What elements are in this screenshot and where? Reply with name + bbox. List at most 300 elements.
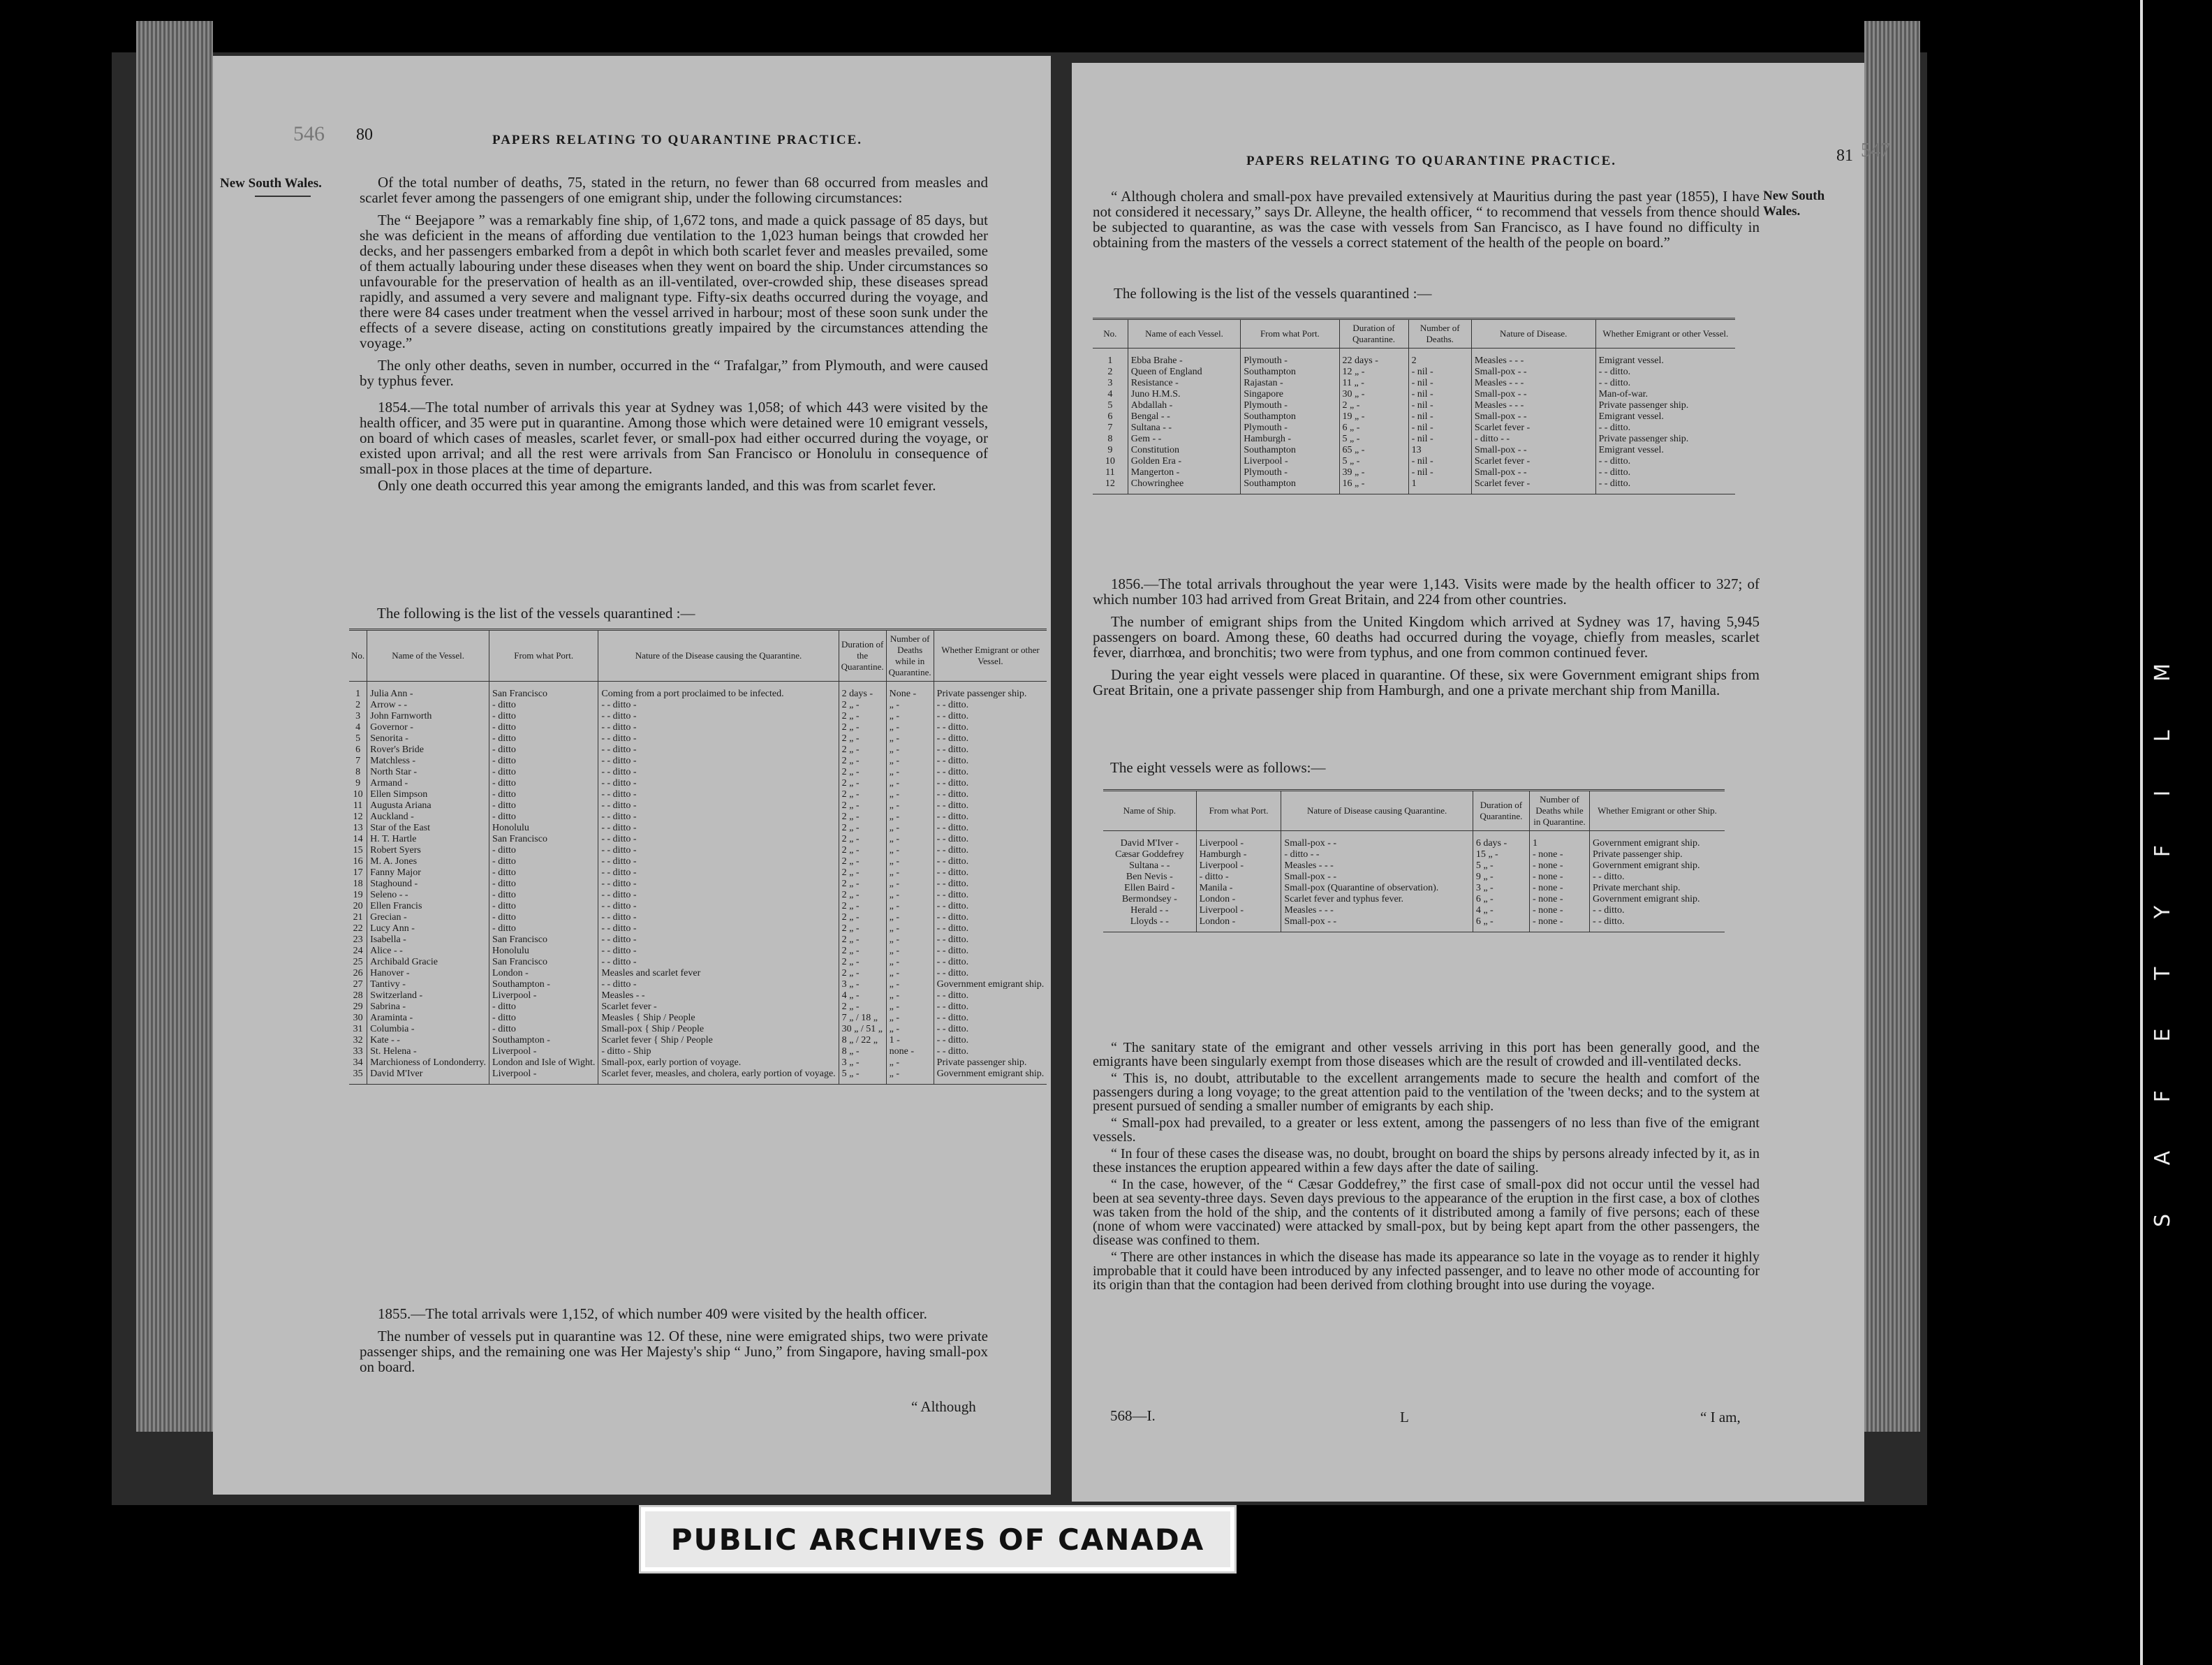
col-header: No. bbox=[349, 630, 367, 682]
paragraph: “ The sanitary state of the emigrant and other vessels arriving in this port has been generally good, and the emigrants have been singularly exempt from those diseases which are the result of crowded and ill-ventilated decks. bbox=[1093, 1040, 1760, 1069]
table-cell: 22 days - bbox=[1339, 349, 1408, 367]
right-quote-text bbox=[1093, 1041, 1760, 1295]
table-row bbox=[1093, 411, 1735, 423]
table-cell: „ - bbox=[886, 946, 934, 957]
table-cell: Scarlet fever and typhus fever. bbox=[1281, 894, 1473, 905]
table-cell: „ - bbox=[886, 990, 934, 1002]
table-cell: - - ditto - bbox=[598, 722, 839, 733]
table-row bbox=[349, 890, 1047, 901]
table-cell: Sultana - - bbox=[1129, 860, 1170, 871]
table-cell: - - ditto - bbox=[598, 800, 839, 812]
table-cell: Chowringhee bbox=[1128, 478, 1240, 494]
table-cell: „ - bbox=[886, 968, 934, 979]
table-cell: 13 bbox=[1408, 445, 1471, 456]
table-row bbox=[1093, 478, 1735, 494]
table-cell: 7 bbox=[1107, 423, 1113, 433]
table-row bbox=[1093, 467, 1735, 478]
table-cell: - - ditto - bbox=[598, 700, 839, 711]
table-cell: - ditto bbox=[489, 778, 598, 789]
table-cell: - - ditto - bbox=[598, 890, 839, 901]
table-cell: - - ditto - bbox=[598, 789, 839, 800]
table-cell: 2 „ - bbox=[839, 957, 886, 968]
col-header: Duration of the Quarantine. bbox=[839, 630, 886, 682]
left-margin-rule bbox=[255, 196, 311, 197]
table-cell: 2 „ - bbox=[839, 767, 886, 778]
table-cell: Small-pox - - bbox=[1281, 831, 1473, 850]
table-cell: 5 bbox=[355, 733, 361, 744]
table-cell: Hamburgh - bbox=[1241, 434, 1339, 445]
film-edge-line bbox=[2140, 0, 2143, 1665]
table-cell: 1 - bbox=[886, 1035, 934, 1046]
table-cell: „ - bbox=[886, 733, 934, 745]
table-cell: 2 „ - bbox=[839, 812, 886, 823]
table-cell: „ - bbox=[886, 845, 934, 856]
table-cell: Resistance - bbox=[1128, 378, 1240, 389]
table-cell: 1 bbox=[1107, 355, 1113, 366]
table-cell: - none - bbox=[1530, 916, 1590, 932]
table-cell: Measles { Ship / People bbox=[598, 1013, 839, 1024]
table-cell: Archibald Gracie bbox=[367, 957, 489, 968]
table-cell: Plymouth - bbox=[1241, 349, 1339, 367]
table-row bbox=[1103, 916, 1725, 932]
table-cell: Ellen Francis bbox=[367, 901, 489, 912]
table-cell: Ebba Brahe - bbox=[1128, 349, 1240, 367]
table-cell: 5 „ - bbox=[1339, 456, 1408, 467]
table-cell: Bermondsey - bbox=[1121, 894, 1177, 904]
table-cell: - - ditto. bbox=[934, 1046, 1047, 1057]
table-row bbox=[349, 1069, 1047, 1085]
table-cell: Juno H.M.S. bbox=[1128, 389, 1240, 400]
table-cell: „ - bbox=[886, 800, 934, 812]
table-cell: - - ditto. bbox=[934, 845, 1047, 856]
table-cell: 2 „ - bbox=[839, 745, 886, 756]
table-cell: Emigrant vessel. bbox=[1595, 411, 1735, 423]
table-cell: 5 „ - bbox=[1339, 434, 1408, 445]
table-cell: - ditto bbox=[489, 923, 598, 934]
table-cell: 1 bbox=[1530, 831, 1590, 850]
table-cell: Government emigrant ship. bbox=[934, 979, 1047, 990]
table-cell: - ditto bbox=[489, 890, 598, 901]
table-cell: - - ditto. bbox=[934, 1002, 1047, 1013]
table-cell: „ - bbox=[886, 823, 934, 834]
table-cell: Liverpool - bbox=[1241, 456, 1339, 467]
table-cell: - - ditto. bbox=[1589, 916, 1725, 932]
table-cell: Plymouth - bbox=[1241, 423, 1339, 434]
right-table1-caption: The following is the list of the vessels quarantined :— bbox=[1114, 285, 1432, 302]
table-cell: 16 bbox=[353, 856, 363, 867]
table-cell: Mangerton - bbox=[1128, 467, 1240, 478]
table-cell: 21 bbox=[353, 912, 363, 923]
table-cell: Scarlet fever - bbox=[598, 1002, 839, 1013]
table-cell: Southampton bbox=[1241, 445, 1339, 456]
table-cell: - - ditto. bbox=[934, 700, 1047, 711]
table-cell: Robert Syers bbox=[367, 845, 489, 856]
table-row bbox=[349, 1035, 1047, 1046]
table-cell: - - ditto. bbox=[1589, 872, 1725, 883]
table-cell: 24 bbox=[353, 946, 363, 956]
table-cell: - - ditto - bbox=[598, 979, 839, 990]
table-cell: 4 „ - bbox=[839, 990, 886, 1002]
table-cell: San Francisco bbox=[489, 934, 598, 946]
table-cell: - - ditto. bbox=[934, 890, 1047, 901]
table-cell: - - ditto - bbox=[598, 879, 839, 890]
table-cell: - - ditto - bbox=[598, 901, 839, 912]
table-cell: 1 bbox=[1408, 478, 1471, 494]
table-row bbox=[349, 733, 1047, 745]
table-cell: Liverpool - bbox=[489, 990, 598, 1002]
table-cell: „ - bbox=[886, 979, 934, 990]
table-row bbox=[1093, 445, 1735, 456]
table-cell: „ - bbox=[886, 1002, 934, 1013]
table-cell: 2 „ - bbox=[839, 800, 886, 812]
table-cell: - - ditto. bbox=[934, 901, 1047, 912]
table-cell: Small-pox - - bbox=[1471, 467, 1595, 478]
table-cell: Isabella - bbox=[367, 934, 489, 946]
table-cell: Auckland - bbox=[367, 812, 489, 823]
table-row bbox=[349, 700, 1047, 711]
table-cell: Small-pox (Quarantine of observation). bbox=[1281, 883, 1473, 894]
table-cell: 6 „ - bbox=[1339, 423, 1408, 434]
table-cell: - - ditto. bbox=[934, 856, 1047, 867]
table-cell: 5 „ - bbox=[839, 1069, 886, 1085]
table-cell: - - ditto - bbox=[598, 934, 839, 946]
table-cell: Small-pox - - bbox=[1471, 367, 1595, 378]
vessels-1855-table bbox=[1093, 318, 1735, 494]
table-cell: Small-pox { Ship / People bbox=[598, 1024, 839, 1035]
table-cell: 8 bbox=[355, 767, 361, 777]
table-cell: - ditto bbox=[489, 1013, 598, 1024]
table-row bbox=[349, 722, 1047, 733]
table-cell: - - ditto. bbox=[934, 990, 1047, 1002]
table-cell: - none - bbox=[1530, 860, 1590, 872]
table-cell: Gem - - bbox=[1128, 434, 1240, 445]
table-cell: Grecian - bbox=[367, 912, 489, 923]
table-cell: - - ditto. bbox=[934, 957, 1047, 968]
table-cell: Government emigrant ship. bbox=[1589, 860, 1725, 872]
table-row bbox=[349, 979, 1047, 990]
table-cell: - - ditto. bbox=[934, 968, 1047, 979]
table-row bbox=[349, 778, 1047, 789]
table-cell: „ - bbox=[886, 1024, 934, 1035]
table-cell: - ditto bbox=[489, 711, 598, 722]
table-cell: Measles - - - bbox=[1281, 905, 1473, 916]
table-cell: - - ditto - bbox=[598, 745, 839, 756]
table-row bbox=[349, 946, 1047, 957]
table-cell: Tantivy - bbox=[367, 979, 489, 990]
table-cell: - - ditto. bbox=[934, 756, 1047, 767]
table-cell: Private passenger ship. bbox=[934, 682, 1047, 701]
table-cell: Rover's Bride bbox=[367, 745, 489, 756]
table-cell: 2 „ - bbox=[839, 912, 886, 923]
table-cell: 30 „ / 51 „ bbox=[839, 1024, 886, 1035]
table-cell: Coming from a port proclaimed to be infected. bbox=[598, 682, 839, 701]
table-cell: Government emigrant ship. bbox=[1589, 831, 1725, 850]
col-header: Whether Emigrant or other Vessel. bbox=[1595, 319, 1735, 349]
table-cell: - - ditto - bbox=[598, 778, 839, 789]
table-cell: Araminta - bbox=[367, 1013, 489, 1024]
table-cell: 19 „ - bbox=[1339, 411, 1408, 423]
table-row bbox=[1103, 872, 1725, 883]
table-cell: „ - bbox=[886, 789, 934, 800]
table-cell: - - ditto. bbox=[934, 711, 1047, 722]
table-cell: 9 „ - bbox=[1473, 872, 1529, 883]
table-cell: - - ditto. bbox=[934, 923, 1047, 934]
table-cell: - ditto bbox=[489, 901, 598, 912]
table-cell: - - ditto. bbox=[1595, 478, 1735, 494]
table-cell: 15 bbox=[353, 845, 363, 856]
table-cell: 2 „ - bbox=[839, 789, 886, 800]
table-cell: 7 bbox=[355, 756, 361, 766]
table-row bbox=[349, 745, 1047, 756]
table-cell: Liverpool - bbox=[489, 1046, 598, 1057]
left-bottom-text bbox=[360, 1306, 988, 1381]
table-row bbox=[1103, 849, 1725, 860]
table-cell: „ - bbox=[886, 957, 934, 968]
table-cell: „ - bbox=[886, 901, 934, 912]
table-cell: Scarlet fever - bbox=[1471, 456, 1595, 467]
table-cell: Emigrant vessel. bbox=[1595, 349, 1735, 367]
table-cell: Senorita - bbox=[367, 733, 489, 745]
table-cell: - - ditto - bbox=[598, 845, 839, 856]
table-cell: Measles and scarlet fever bbox=[598, 968, 839, 979]
table-cell: 2 bbox=[1408, 349, 1471, 367]
table-cell: - - ditto. bbox=[934, 800, 1047, 812]
paragraph: 1856.—The total arrivals throughout the year were 1,143. Visits were made by the health officer to 327; of which number 103 had arrived from Great Britain, and 224 from other countries. bbox=[1093, 575, 1760, 608]
left-running-head: PAPERS RELATING TO QUARANTINE PRACTICE. bbox=[492, 133, 863, 147]
table-row bbox=[349, 1013, 1047, 1024]
table-cell: Ellen Baird - bbox=[1124, 883, 1175, 893]
left-body-text bbox=[360, 175, 988, 500]
table-cell: 2 „ - bbox=[839, 890, 886, 901]
table-cell: „ - bbox=[886, 1013, 934, 1024]
table-row bbox=[349, 800, 1047, 812]
table-cell: - ditto bbox=[489, 867, 598, 879]
table-cell: Honolulu bbox=[489, 946, 598, 957]
table-cell: „ - bbox=[886, 745, 934, 756]
table-cell: - none - bbox=[1530, 905, 1590, 916]
table-cell: Matchless - bbox=[367, 756, 489, 767]
table-cell: 6 bbox=[355, 745, 361, 755]
table-cell: 31 bbox=[353, 1024, 363, 1034]
table-cell: 2 „ - bbox=[839, 867, 886, 879]
table-body bbox=[1103, 831, 1725, 932]
col-header: Whether Emigrant or other Ship. bbox=[1589, 791, 1725, 831]
table-cell: 6 „ - bbox=[1473, 916, 1529, 932]
table-cell: Rajastan - bbox=[1241, 378, 1339, 389]
table-row bbox=[349, 957, 1047, 968]
table-cell: - ditto bbox=[489, 722, 598, 733]
table-cell: 5 bbox=[1107, 400, 1113, 411]
table-cell: Southampton bbox=[1241, 367, 1339, 378]
table-cell: M. A. Jones bbox=[367, 856, 489, 867]
table-cell: John Farnworth bbox=[367, 711, 489, 722]
table-row bbox=[349, 923, 1047, 934]
table-cell: - - ditto - bbox=[598, 957, 839, 968]
table-body bbox=[349, 682, 1047, 1085]
table-cell: Scarlet fever - bbox=[1471, 423, 1595, 434]
table-cell: Ellen Simpson bbox=[367, 789, 489, 800]
table-cell: 3 bbox=[1107, 378, 1113, 388]
table-cell: - - ditto - bbox=[598, 733, 839, 745]
table-cell: Augusta Ariana bbox=[367, 800, 489, 812]
table-cell: Fanny Major bbox=[367, 867, 489, 879]
table-cell: 2 „ - bbox=[839, 834, 886, 845]
table-cell: Governor - bbox=[367, 722, 489, 733]
right-footer-number: 568—I. bbox=[1110, 1407, 1156, 1424]
table-cell: - - ditto. bbox=[1595, 467, 1735, 478]
paragraph: 1854.—The total number of arrivals this year at Sydney was 1,058; of which 443 were visited by the health officer, and 35 were put in quarantine. Among those which were detained were 10 emigrant vessels, on board of which cases of measles, scarlet fever, or small-pox had either occurred during the voyage, or existed upon arrival; and all the rest were arrivals from San Francisco or Honolulu in consequence of small-pox in those places at the time of departure. bbox=[360, 399, 988, 477]
table-row bbox=[1103, 831, 1725, 850]
table-cell: - - ditto - bbox=[598, 856, 839, 867]
table-cell: - - ditto. bbox=[934, 812, 1047, 823]
table-cell: Hamburgh - bbox=[1196, 849, 1281, 860]
table-cell: 9 bbox=[355, 778, 361, 789]
paragraph: Only one death occurred this year among the emigrants landed, and this was from scarlet fever. bbox=[378, 477, 936, 494]
table-cell: - - ditto. bbox=[934, 867, 1047, 879]
right-table2-caption: The eight vessels were as follows:— bbox=[1110, 759, 1326, 776]
table-cell: Star of the East bbox=[367, 823, 489, 834]
table-cell: „ - bbox=[886, 856, 934, 867]
table-cell: London - bbox=[1196, 894, 1281, 905]
table-cell: 10 bbox=[353, 789, 363, 800]
table-cell: 32 bbox=[353, 1035, 363, 1046]
right-catchword: “ I am, bbox=[1700, 1409, 1741, 1425]
table-cell: 27 bbox=[353, 979, 363, 990]
table-cell: 11 bbox=[353, 800, 363, 811]
table-cell: - nil - bbox=[1408, 400, 1471, 411]
table-cell: Liverpool - bbox=[1196, 831, 1281, 850]
table-cell: Switzerland - bbox=[367, 990, 489, 1002]
table-cell: 2 „ - bbox=[839, 968, 886, 979]
col-header: Number of Deaths while in Quarantine. bbox=[886, 630, 934, 682]
table-row bbox=[1093, 456, 1735, 467]
table-cell: San Francisco bbox=[489, 957, 598, 968]
table-cell: 4 bbox=[355, 722, 361, 733]
paragraph: “ Small-pox had prevailed, to a greater or less extent, among the passengers of no less than five of the emigrant vessels. bbox=[1093, 1115, 1760, 1145]
table-cell: 8 bbox=[1107, 434, 1113, 444]
table-cell: Marchioness of Londonderry. bbox=[367, 1057, 489, 1069]
table-row bbox=[349, 901, 1047, 912]
table-cell: - - ditto. bbox=[934, 778, 1047, 789]
table-cell: „ - bbox=[886, 867, 934, 879]
table-cell: - ditto - Ship bbox=[598, 1046, 839, 1057]
table-cell: - - ditto - bbox=[598, 946, 839, 957]
table-cell: 2 „ - bbox=[839, 778, 886, 789]
col-header: Duration of Quarantine. bbox=[1339, 319, 1408, 349]
table-cell: Private passenger ship. bbox=[1595, 434, 1735, 445]
table-cell: „ - bbox=[886, 700, 934, 711]
table-cell: Honolulu bbox=[489, 823, 598, 834]
left-page bbox=[213, 56, 1051, 1495]
table-cell: 4 „ - bbox=[1473, 905, 1529, 916]
table-cell: Southampton bbox=[1241, 411, 1339, 423]
table-cell: David M'Iver bbox=[367, 1069, 489, 1085]
vessels-1854-table bbox=[349, 629, 1047, 1085]
left-page-edges bbox=[136, 21, 213, 1432]
table-cell: Private passenger ship. bbox=[1589, 849, 1725, 860]
right-margin-note: New South Wales. bbox=[1763, 189, 1825, 219]
table-row bbox=[349, 912, 1047, 923]
table-cell: London - bbox=[489, 968, 598, 979]
table-row bbox=[349, 812, 1047, 823]
table-cell: Seleno - - bbox=[367, 890, 489, 901]
table-cell: Manila - bbox=[1196, 883, 1281, 894]
table-cell: 2 bbox=[355, 700, 361, 710]
table-cell: Queen of England bbox=[1128, 367, 1240, 378]
table-cell: Liverpool - bbox=[489, 1069, 598, 1085]
table-row bbox=[1093, 423, 1735, 434]
table-row bbox=[349, 756, 1047, 767]
table-cell: 23 bbox=[353, 934, 363, 945]
table-cell: 1 bbox=[355, 689, 361, 699]
table-cell: Herald - - bbox=[1130, 905, 1169, 916]
table-cell: St. Helena - bbox=[367, 1046, 489, 1057]
table-cell: - - ditto. bbox=[934, 789, 1047, 800]
right-page-number: 81 bbox=[1836, 147, 1853, 165]
table-cell: 3 bbox=[355, 711, 361, 721]
table-cell: - ditto bbox=[489, 700, 598, 711]
table-cell: Liverpool - bbox=[1196, 905, 1281, 916]
paragraph: “ This is, no doubt, attributable to the excellent arrangements made to secure the health and comfort of the passengers during a long voyage; to the great attention paid to the ventilation of the 'tween decks; and to the system at present pursued of sending a smaller number of emigrants by each ship. bbox=[1093, 1071, 1760, 1114]
table-cell: Ben Nevis - bbox=[1126, 872, 1173, 882]
table-cell: 2 „ - bbox=[839, 901, 886, 912]
table-cell: 11 bbox=[1105, 467, 1115, 478]
table-cell: 3 „ - bbox=[839, 979, 886, 990]
paragraph: 1855.—The total arrivals were 1,152, of which number 409 were visited by the health officer. bbox=[378, 1305, 927, 1322]
paragraph: “ In four of these cases the disease was, no doubt, brought on board the ships by persons already infected by it, as in these instances the eruption appeared within a few days after the date of sailing. bbox=[1093, 1146, 1760, 1175]
table-cell: - nil - bbox=[1408, 378, 1471, 389]
table-cell: 34 bbox=[353, 1057, 363, 1068]
table-cell: - nil - bbox=[1408, 367, 1471, 378]
table-cell: Liverpool - bbox=[1196, 860, 1281, 872]
table-row bbox=[349, 682, 1047, 701]
table-cell: none - bbox=[886, 1046, 934, 1057]
table-cell: 33 bbox=[353, 1046, 363, 1057]
table-cell: „ - bbox=[886, 1057, 934, 1069]
table-row bbox=[349, 711, 1047, 722]
col-header: No. bbox=[1093, 319, 1128, 349]
table-cell: - - ditto. bbox=[1589, 905, 1725, 916]
table-cell: London - bbox=[1196, 916, 1281, 932]
table-cell: 8 „ / 22 „ bbox=[839, 1035, 886, 1046]
left-stamp-number: 546 bbox=[293, 122, 325, 145]
table-cell: - ditto bbox=[489, 756, 598, 767]
table-cell: - - ditto. bbox=[934, 823, 1047, 834]
table-cell: 5 „ - bbox=[1473, 860, 1529, 872]
col-header: Whether Emigrant or other Vessel. bbox=[934, 630, 1047, 682]
table-cell: - - ditto - bbox=[598, 812, 839, 823]
table-cell: Sabrina - bbox=[367, 1002, 489, 1013]
table-cell: - ditto bbox=[489, 733, 598, 745]
table-cell: 30 bbox=[353, 1013, 363, 1023]
paragraph: “ Although cholera and small-pox have prevailed extensively at Mauritius during the past year (1855), I have not considered it necessary,” says Dr. Alleyne, the health officer, “ to recommend that vessels from thence should be subjected to quarantine, as was the case with vessels from San Francisco, as I have found no difficulty in obtaining from the masters of the vessels a correct statement of the health of the people on board.” bbox=[1093, 188, 1760, 251]
table-cell: - nil - bbox=[1408, 389, 1471, 400]
table-cell: - - ditto - bbox=[598, 756, 839, 767]
table-cell: - ditto bbox=[489, 879, 598, 890]
right-running-head: PAPERS RELATING TO QUARANTINE PRACTICE. bbox=[1246, 154, 1617, 168]
table-row bbox=[349, 934, 1047, 946]
table-row bbox=[1093, 367, 1735, 378]
col-header: Name of Ship. bbox=[1103, 791, 1196, 831]
table-cell: „ - bbox=[886, 767, 934, 778]
table-cell: Julia Ann - bbox=[367, 682, 489, 701]
table-row bbox=[349, 1024, 1047, 1035]
table-cell: „ - bbox=[886, 1069, 934, 1085]
table-cell: - - ditto. bbox=[934, 745, 1047, 756]
table-cell: „ - bbox=[886, 923, 934, 934]
table-cell: - none - bbox=[1530, 894, 1590, 905]
col-header: Name of each Vessel. bbox=[1128, 319, 1240, 349]
